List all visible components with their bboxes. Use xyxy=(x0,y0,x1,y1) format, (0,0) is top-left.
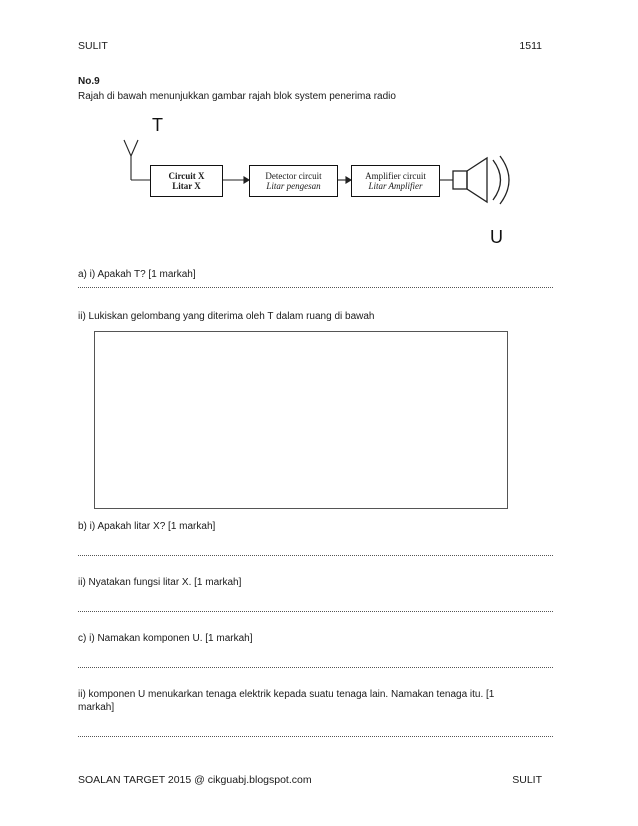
answer-line-c-ii[interactable] xyxy=(78,736,553,737)
question-c-ii xyxy=(78,688,494,714)
answer-line-c-i[interactable] xyxy=(78,667,553,668)
answer-line-a-i[interactable] xyxy=(78,287,553,288)
answer-line-b-i[interactable] xyxy=(78,555,553,556)
block-diagram xyxy=(110,112,530,252)
question-number: No.9 xyxy=(78,76,100,87)
question-a-i: a) i) Apakah T? [1 markah] xyxy=(78,269,196,280)
block-amplifier-label-en: Amplifier circuit xyxy=(365,171,426,181)
question-b-ii: ii) Nyatakan fungsi litar X. [1 markah] xyxy=(78,577,242,588)
antenna-icon xyxy=(124,140,150,180)
loudspeaker-icon xyxy=(453,156,509,204)
block-amplifier-label-ms: Litar Amplifier xyxy=(368,181,423,191)
footer-right: SULIT xyxy=(512,774,542,786)
question-b-i: b) i) Apakah litar X? [1 markah] xyxy=(78,521,216,532)
block-detector-label-ms: Litar pengesan xyxy=(266,181,321,191)
question-c-ii-line1: ii) komponen U menukarkan tenaga elektrik kepada suatu tenaga lain. Namakan tenaga itu. [1 xyxy=(78,689,495,700)
block-detector-label-en: Detector circuit xyxy=(265,171,322,181)
block-circuit-x-label-en: Circuit X xyxy=(168,171,205,181)
question-c-i: c) i) Namakan komponen U. [1 markah] xyxy=(78,633,253,644)
block-circuit-x-label-ms: Litar X xyxy=(172,181,201,191)
question-a-ii: ii) Lukiskan gelombang yang diterima oleh T dalam ruang di bawah xyxy=(78,311,375,322)
block-detector-circuit xyxy=(249,165,338,197)
block-circuit-x xyxy=(150,165,223,197)
answer-line-b-ii[interactable] xyxy=(78,611,553,612)
block-amplifier-circuit xyxy=(351,165,440,197)
header-left: SULIT xyxy=(78,40,108,52)
header-right: 1511 xyxy=(519,40,542,52)
question-c-ii-line2: markah] xyxy=(78,702,115,713)
drawing-answer-box[interactable] xyxy=(94,331,508,509)
label-t: T xyxy=(152,115,163,135)
question-intro: Rajah di bawah menunjukkan gambar rajah blok system penerima radio xyxy=(78,91,396,102)
footer-left: SOALAN TARGET 2015 @ cikguabj.blogspot.com xyxy=(78,774,312,786)
label-u: U xyxy=(490,227,503,247)
